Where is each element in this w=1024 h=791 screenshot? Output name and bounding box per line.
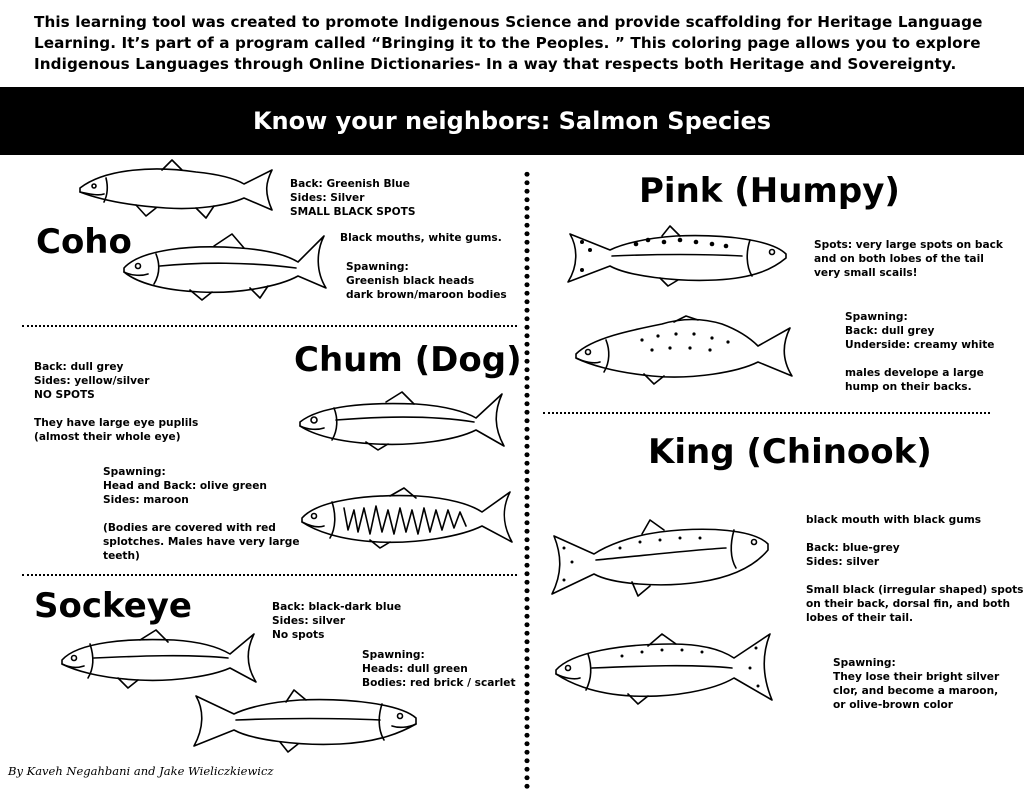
spawning-line: males develope a large (845, 367, 984, 379)
spawning-line: Spawning: (845, 311, 908, 323)
spawning-line: They lose their bright silver (833, 671, 1000, 683)
title-banner (0, 87, 1024, 155)
coho-fish-illustration (76, 158, 276, 228)
spawning-line: Bodies: red brick / scarlet (362, 677, 516, 689)
species-name: King (Chinook) (648, 432, 932, 472)
feature-line: Back: black-dark blue (272, 601, 402, 613)
spawning-line: Sides: maroon (103, 494, 189, 506)
species-spawning (103, 465, 300, 563)
page-title: Know your neighbors: Salmon Species (252, 107, 772, 135)
spawning-line: Underside: creamy white (845, 339, 995, 351)
spawning-line (103, 507, 300, 521)
spawning-line: Spawning: (103, 466, 166, 478)
author-credit: By Kaveh Negahbani and Jake Wieliczkiewicz (8, 764, 274, 778)
spawning-line: hump on their backs. (845, 381, 972, 393)
divider-chum-sockeye (22, 574, 517, 576)
spawning-line: Heads: dull green (362, 663, 468, 675)
spawning-line: Head and Back: olive green (103, 480, 267, 492)
spawning-line (845, 352, 994, 366)
feature-line: Back: dull grey (34, 361, 124, 373)
king-fish-illustration (552, 630, 776, 706)
species-features (272, 600, 401, 642)
feature-line: No spots (272, 629, 325, 641)
species-features (814, 238, 1003, 280)
species-spawning (362, 648, 516, 690)
feature-line: Small black (irregular shaped) spots (806, 584, 1024, 596)
feature-line: lobes of their tail. (806, 612, 914, 624)
feature-line: NO SPOTS (34, 389, 95, 401)
feature-line: They have large eye puplils (34, 417, 199, 429)
feature-line (34, 402, 198, 416)
feature-line: (almost their whole eye) (34, 431, 181, 443)
feature-line: Sides: Silver (290, 192, 365, 204)
species-name: Pink (Humpy) (639, 171, 900, 211)
species-mouth-note: Black mouths, white gums. (340, 232, 502, 244)
species-features (290, 177, 416, 219)
feature-line: Sides: yellow/silver (34, 375, 150, 387)
species-name: Chum (Dog) (294, 340, 522, 380)
feature-line: Sides: silver (272, 615, 346, 627)
pink-fish-illustration (572, 314, 794, 386)
spawning-line: Spawning: (833, 657, 896, 669)
spawning-line: dark brown/maroon bodies (346, 289, 507, 301)
species-spawning (346, 260, 507, 302)
intro-line: Learning. It’s part of a program called “Bringing it to the Peoples. ” This coloring page allows you to explore (34, 34, 981, 52)
spawning-line: Spawning: (346, 261, 409, 273)
divider-pink-king (543, 412, 990, 414)
spawning-line: Spawning: (362, 649, 425, 661)
feature-line (806, 527, 1023, 541)
feature-line: Back: blue-grey (806, 542, 900, 554)
intro-line: Indigenous Languages through Online Dictionaries- In a way that respects both Heritage and Sovereignty. (34, 55, 957, 73)
sockeye-fish-illustration (190, 688, 420, 754)
chum-fish-illustration (298, 488, 514, 548)
feature-line: Sides: silver (806, 556, 880, 568)
coho-fish-illustration (120, 232, 330, 302)
feature-line: Back: Greenish Blue (290, 178, 410, 190)
species-name: Sockeye (34, 586, 192, 626)
spawning-line: splotches. Males have very large (103, 536, 300, 548)
sockeye-fish-illustration (58, 628, 258, 690)
species-features (806, 513, 1023, 625)
spawning-line: (Bodies are covered with red (103, 522, 276, 534)
species-spawning (833, 656, 999, 712)
species-spawning (845, 310, 994, 394)
species-name: Coho (36, 222, 132, 262)
spawning-line: teeth) (103, 550, 140, 562)
pink-fish-illustration (566, 226, 790, 288)
feature-line: SMALL BLACK SPOTS (290, 206, 416, 218)
feature-line: black mouth with black gums (806, 514, 982, 526)
spawning-line: clor, and become a maroon, (833, 685, 999, 697)
feature-line: and on both lobes of the tail (814, 253, 984, 265)
vertical-divider (523, 170, 531, 791)
king-fish-illustration (550, 518, 772, 608)
spawning-line: or olive-brown color (833, 699, 954, 711)
feature-line: on their back, dorsal fin, and both (806, 598, 1011, 610)
intro-paragraph (34, 12, 994, 75)
feature-line: Spots: very large spots on back (814, 239, 1003, 251)
spawning-line: Back: dull grey (845, 325, 935, 337)
divider-coho-chum (22, 325, 517, 327)
feature-line (806, 569, 1023, 583)
spawning-line: Greenish black heads (346, 275, 475, 287)
species-features (34, 360, 198, 444)
feature-line: very small scails! (814, 267, 918, 279)
chum-fish-illustration (296, 390, 506, 452)
intro-line: This learning tool was created to promote Indigenous Science and provide scaffolding for Heritage Language (34, 13, 983, 31)
